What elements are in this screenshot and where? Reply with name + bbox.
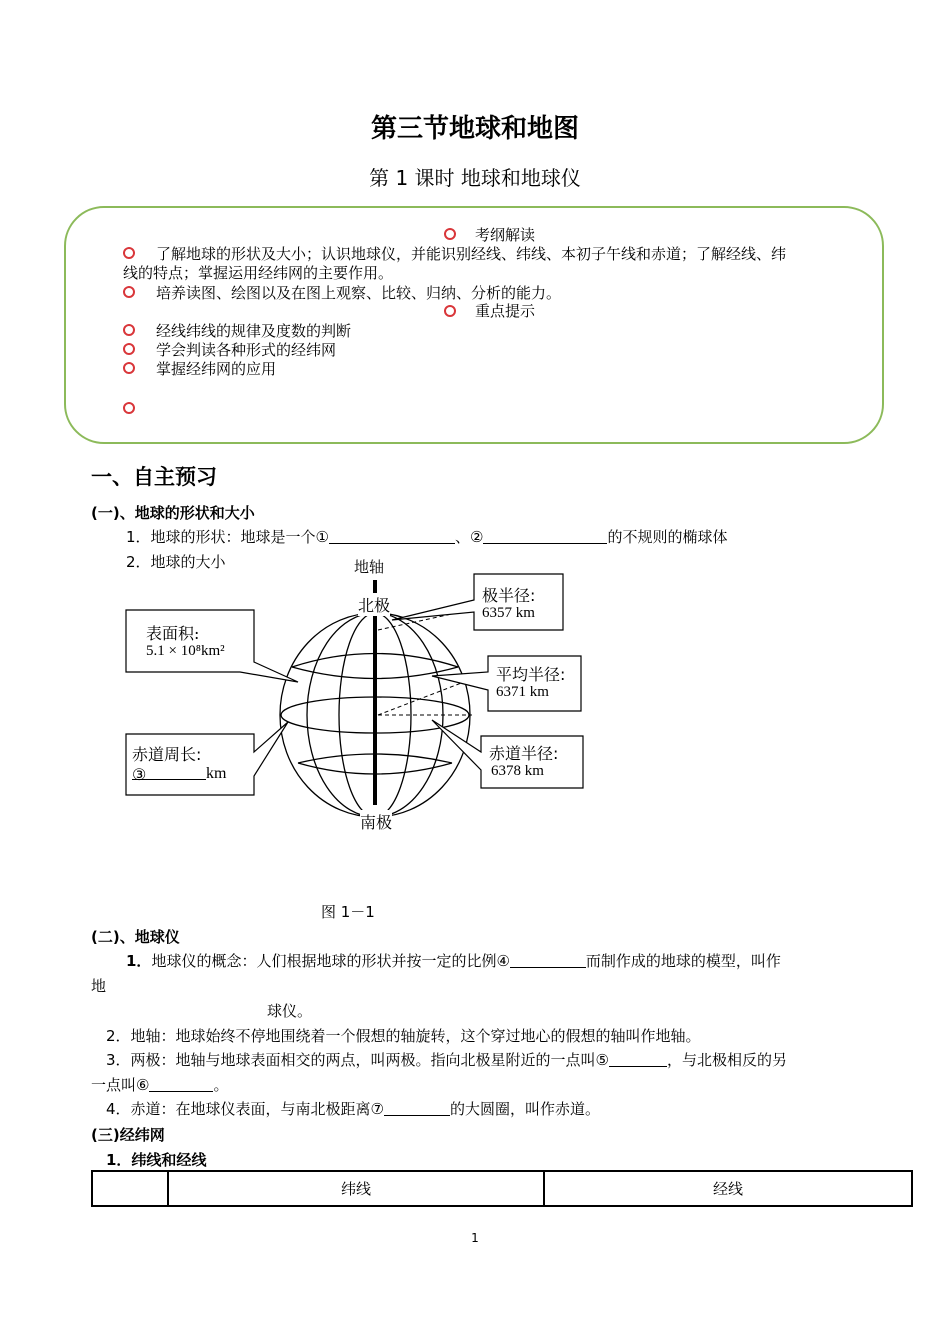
part-heading: (三)经纬网 [91,1126,165,1144]
part-heading: (一)、地球的形状和大小 [91,504,255,522]
polar-radius-label: 极半径: [482,586,536,605]
equator-radius-label: 赤道半径: [489,744,559,763]
globe-q3-prefix: 3．两极：地轴与地球表面相交的两点，叫两极。指向北极星附近的一点叫⑤ [106,1051,609,1069]
globe-question-4 [106,1098,600,1119]
equator-radius-value: 6378 km [491,763,544,779]
table-header-cell: 经线 [544,1171,912,1206]
page-subtitle: 第 1 课时 地球和地球仪 [369,166,581,190]
answer-blank-5[interactable] [609,1052,667,1067]
equator-length-number: ③ [132,767,147,784]
key-heading: 重点提示 [475,302,536,320]
mean-radius-value: 6371 km [496,684,549,700]
globe-q3-suffix: ，与北极相反的另 [667,1051,788,1069]
globe-q1-line-2: 地 [91,977,107,995]
answer-blank-3[interactable] [132,765,206,784]
q1-suffix: 的不规则的椭球体 [607,528,728,546]
south-pole-label: 南极 [360,810,392,833]
globe-question-2: 2．地轴：地球始终不停地围绕着一个假想的轴旋转，这个穿过地心的假想的轴叫作地轴。 [106,1027,701,1045]
q1-separator: 、② [455,528,484,546]
syllabus-heading: 考纲解读 [475,226,536,244]
globe-q4-suffix: 的大圆圈，叫作赤道。 [450,1100,601,1118]
answer-blank-7[interactable] [384,1101,450,1116]
q1-prefix: 1．地球的形状：地球是一个① [126,528,329,546]
figure-caption: 图 1－1 [321,903,375,921]
key-item-3: 掌握经纬网的应用 [156,360,277,378]
sub-heading: 1．纬线和经线 [106,1151,207,1169]
globe-q4-prefix: 4．赤道：在地球仪表面，与南北极距离⑦ [106,1100,384,1118]
equator-length-unit: km [206,765,227,782]
syllabus-item-1-line-2: 线的特点；掌握运用经纬网的主要作用。 [123,264,394,282]
polar-radius-callout [392,574,563,630]
answer-blank-6[interactable] [149,1077,213,1092]
north-pole-label: 北极 [358,593,390,616]
table-header-cell [92,1171,168,1206]
table-header-cell: 纬线 [168,1171,544,1206]
polar-radius-value: 6357 km [482,605,535,621]
question-2: 2．地球的大小 [126,553,226,571]
answer-blank-4[interactable] [510,953,586,968]
equator-length-answer [132,765,226,783]
table-row [92,1171,912,1206]
globe-q3-line2-suffix: 。 [213,1076,229,1094]
page-number: 1 [471,1231,479,1245]
equator-length-label: 赤道周长: [132,745,202,764]
surface-area-value: 5.1 × 10⁸km² [146,643,225,659]
globe-q3-line2-prefix: 一点叫⑥ [91,1076,150,1094]
surface-area-label: 表面积: [146,624,200,643]
globe-question-1 [126,950,781,971]
globe-q1-text: 地球仪的概念：人们根据地球的形状并按一定的比例④ [151,952,510,970]
syllabus-item-2: 培养读图、绘图以及在图上观察、比较、归纳、分析的能力。 [156,284,562,302]
key-item-1: 经线纬线的规律及度数的判断 [156,322,352,340]
globe-q1-suffix: 而制作成的地球的模型，叫作 [585,952,781,970]
axis-label: 地轴 [354,558,385,576]
mean-radius-label: 平均半径: [496,665,566,684]
section-heading: 一、自主预习 [91,465,217,489]
lat-long-table [91,1170,913,1207]
key-item-2: 学会判读各种形式的经纬网 [156,341,337,359]
globe-q3-line-2 [91,1074,228,1095]
part-heading: (二)、地球仪 [91,928,180,946]
page-title: 第三节地球和地图 [370,114,579,144]
globe-q1-line-3: 球仪。 [267,1002,313,1020]
globe-q1-number: 1． [126,952,152,970]
syllabus-item-1-line-1: 了解地球的形状及大小；认识地球仪，并能识别经线、纬线、本初子午线和赤道；了解经线、纬 [156,245,787,263]
globe-question-3 [106,1049,787,1070]
